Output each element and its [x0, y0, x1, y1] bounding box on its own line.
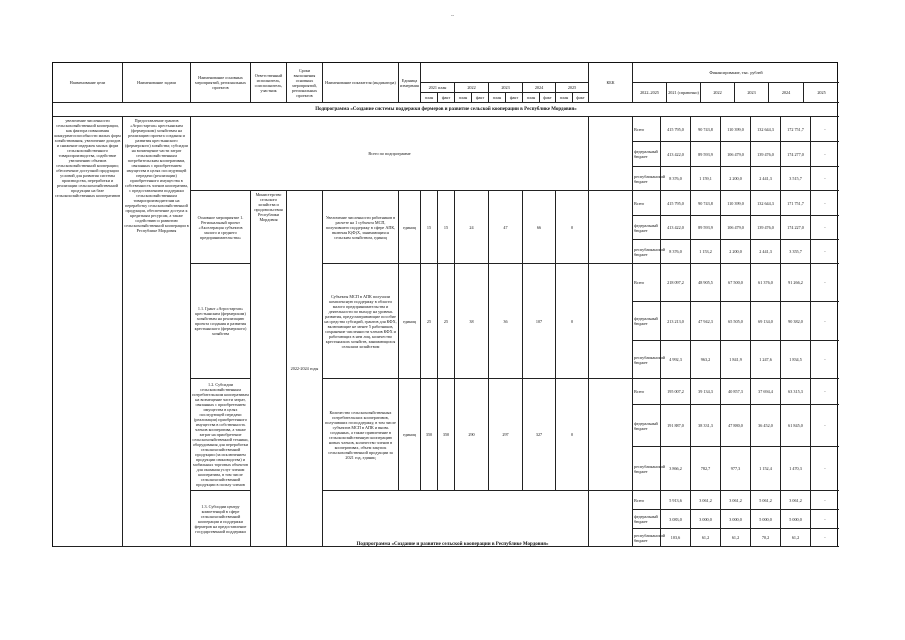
- fin-source-label: федеральный бюджет: [633, 142, 661, 167]
- fin-value: 1 152,4: [751, 447, 781, 491]
- fin-value: 89 593,9: [691, 142, 721, 167]
- fin-source-label: Всего: [633, 264, 661, 302]
- fin-value: -: [811, 491, 839, 510]
- fin-source-label: республиканский бюджет: [633, 447, 661, 491]
- fin-value: 61,2: [721, 529, 751, 547]
- fin-value: -: [811, 240, 839, 264]
- indicator-2: Субъекты МСП в АПК получили комплексную поддержку в области малого предпринимательства и деятельности по выходу на уровень развития, предусматривающие пособие на средства субсидий, грантов для КФХ, включающие не менее 5 работников, сохранение численности членов КФХ и работающих в нем лиц, количество крестьянских хозяйств, занимающихся сельским хозяйством: [323, 264, 399, 379]
- sub-plan: план: [523, 93, 540, 103]
- fin-value: 132 644,3: [751, 191, 781, 216]
- header-year-2021: 2021 план: [421, 83, 455, 93]
- fin-value: 782,7: [691, 447, 721, 491]
- fin-value: 1 247,6: [751, 341, 781, 379]
- fin-value: -: [811, 447, 839, 491]
- subprogram-title: Подпрограмма «Создание системы поддержки фермеров и развитие сельской кооперации в Республике Мордовия»: [53, 103, 839, 117]
- fin-value: 2 441,3: [751, 240, 781, 264]
- sub-fact: факт: [472, 93, 489, 103]
- activity-4: 1.3. Субсидии центру компетенций в сфере сельскохозяйственной кооперации и поддержки фермеров на предоставление государственной поддержки: [191, 491, 251, 547]
- fin-value: -: [811, 191, 839, 216]
- header-years-blank: [421, 63, 589, 83]
- header-activity: Наименование основных мероприятий, региональных проектов: [191, 63, 251, 103]
- indicator-value: 25: [421, 264, 438, 379]
- fin-value: -: [811, 341, 839, 379]
- fin-source-label: республиканский бюджет: [633, 529, 661, 547]
- header-goal: Наименование цели: [53, 63, 123, 103]
- fin-value: 8 376,0: [661, 167, 691, 191]
- fin-value: 3 515,7: [781, 167, 811, 191]
- indicator-value: 47: [489, 191, 523, 264]
- fin-value: 4 992,3: [661, 341, 691, 379]
- fin-value: 172 751,7: [781, 117, 811, 142]
- fin-value: 1 159,1: [691, 167, 721, 191]
- fin-value: 413 422,0: [661, 216, 691, 240]
- fin-value: -: [811, 264, 839, 302]
- unit-3: единиц: [399, 379, 421, 491]
- fin-value: -: [811, 167, 839, 191]
- fin-value: 8 376,0: [661, 240, 691, 264]
- sub-fact: факт: [506, 93, 523, 103]
- fin-value: 37 694,4: [751, 379, 781, 405]
- fin-value: 103,6: [661, 529, 691, 547]
- header-executor: Ответственный исполнитель, соисполнитель, участник: [251, 63, 287, 103]
- fin-value: 2 200,0: [721, 167, 751, 191]
- indicator-value: 66: [523, 191, 556, 264]
- indicator-value: 350: [421, 379, 438, 491]
- fin-value: 90 743,8: [691, 117, 721, 142]
- fin-value: 39 134,3: [691, 379, 721, 405]
- fin-2021: 2021 (справочно): [667, 83, 701, 103]
- fin-value: -: [811, 302, 839, 341]
- fin-2024: 2024: [769, 83, 804, 103]
- fin-value: 106 479,0: [721, 216, 751, 240]
- fin-value: 415 795,0: [661, 191, 691, 216]
- fin-source-label: федеральный бюджет: [633, 510, 661, 529]
- fin-value: 110 399,0: [721, 117, 751, 142]
- fin-value: 70,2: [751, 529, 781, 547]
- header-financing: Финансирование, тыс. рублей: [633, 63, 839, 83]
- header-year-2022: 2022: [455, 83, 489, 93]
- fin-value: 3 000,0: [691, 510, 721, 529]
- sub-plan: план: [556, 93, 573, 103]
- fin-value: 1 841,9: [721, 341, 751, 379]
- fin-source-label: Всего: [633, 117, 661, 142]
- page-number: --: [450, 14, 455, 19]
- fin-value: 963,2: [691, 341, 721, 379]
- fin-value: 218 097,2: [661, 264, 691, 302]
- fin-value: 413 422,0: [661, 142, 691, 167]
- fin-value: 191 887,0: [661, 405, 691, 447]
- fin-value: 174 227,0: [781, 216, 811, 240]
- fin-value: -: [811, 405, 839, 447]
- kbk-blank: [589, 264, 633, 379]
- term-text: 2022-2024 годы: [287, 191, 323, 547]
- unit-2: единиц: [399, 264, 421, 379]
- fin-value: 415 795,0: [661, 117, 691, 142]
- fin-value: 69 134,0: [751, 302, 781, 341]
- kbk-blank: [589, 191, 633, 264]
- header-task: Наименование задачи: [123, 63, 191, 103]
- task-text: Предоставление грантов «Агростартап» крестьянским (фермерским) хозяйствам на реализацию проекта создания и развития крестьянского (фермерского) хозяйства; субсидии на возмещение части затрат сельскохозяйственным потребительским кооперативам, связанных с приобретением имущества в целях последующей передачи (реализации) приобретенного имущества в собственность членов кооператива, с предоставлением поддержки сельскохозяйственным товаропроизводителям на переработку сельскохозяйственной продукции, обеспечение доступа к кредитным ресурсам, а также содействию и развитию сельскохозяйственной кооперации в Республике Мордовия: [123, 117, 191, 547]
- fin-value: 3 000,0: [721, 510, 751, 529]
- indicator-value: 290: [455, 379, 489, 491]
- fin-value: 1 470,3: [781, 447, 811, 491]
- indicator-value: 327: [523, 379, 556, 491]
- fin-value: 106 479,0: [721, 142, 751, 167]
- fin-value: 5 913,6: [661, 491, 691, 510]
- fin-value: 3 061,2: [691, 491, 721, 510]
- fin-value: 90 743,8: [691, 191, 721, 216]
- indicator-4-blank: [323, 491, 589, 547]
- sub-fact: факт: [438, 93, 455, 103]
- fin-value: 110 399,0: [721, 191, 751, 216]
- goal-text: увеличение численности сельскохозяйственной кооперации, как фактора повышения конкурентоспособности малых форм хозяйствования, увеличение доходов и снижение издержек малых форм сельскохозяйственного товаропроизводства, содействие увеличению объемов сельскохозяйственной кооперации; обеспечение доступной продукции условий для развития системы производства, переработки и реализации сельскохозяйственной продукции на базе сельскохозяйственных кооперативов: [53, 117, 123, 547]
- fin-value: -: [811, 142, 839, 167]
- fin-source-label: федеральный бюджет: [633, 216, 661, 240]
- fin-value: 174 277,0: [781, 142, 811, 167]
- fin-value: -: [811, 117, 839, 142]
- kbk-blank: [589, 117, 633, 191]
- sub-plan: план: [489, 93, 506, 103]
- fin-value: 47 942,3: [691, 302, 721, 341]
- sub-plan: план: [421, 93, 438, 103]
- fin-value: 5 000,0: [781, 510, 811, 529]
- fin-value: 61 845,0: [781, 405, 811, 447]
- activity-2: 1.1. Грант «Агростартап» крестьянским (фермерским) хозяйствам на реализацию проекта создания и развития крестьянского (фермерского) хозяйства: [191, 264, 251, 379]
- fin-value: -: [811, 379, 839, 405]
- kbk-blank: [589, 491, 633, 547]
- fin-value: 2 200,0: [721, 240, 751, 264]
- fin-value: 171 751,7: [781, 191, 811, 216]
- fin-source-label: республиканский бюджет: [633, 240, 661, 264]
- fin-source-label: республиканский бюджет: [633, 167, 661, 191]
- fin-source-label: Всего: [633, 491, 661, 510]
- sub-fact: факт: [540, 93, 556, 103]
- fin-value: 213 213,0: [661, 302, 691, 341]
- footer-subprogram-title: Подпрограмма «Создание и развитие сельской кооперации в Республике Мордовия»: [356, 542, 549, 547]
- fin-value: 139 476,0: [751, 142, 781, 167]
- indicator-value: 297: [489, 379, 523, 491]
- fin-value: 48 905,5: [691, 264, 721, 302]
- fin-source-label: Всего: [633, 191, 661, 216]
- sub-plan: план: [455, 93, 472, 103]
- indicator-value: 15: [421, 191, 438, 264]
- total-label: Всего по подпрограмме: [191, 117, 589, 191]
- indicator-value: 38: [455, 264, 489, 379]
- fin-2022: 2022: [701, 83, 735, 103]
- fin-source-label: Всего: [633, 379, 661, 405]
- sub-fact: факт: [573, 93, 589, 103]
- fin-value: 40 857,3: [721, 379, 751, 405]
- fin-value: 195 007,2: [661, 379, 691, 405]
- fin-value: 132 644,3: [751, 117, 781, 142]
- fin-2022-2025: 2022–2025: [633, 83, 667, 103]
- fin-value: 5 000,0: [751, 510, 781, 529]
- fin-value: 139 476,0: [751, 216, 781, 240]
- indicator-value: 15: [438, 191, 455, 264]
- fin-value: -: [811, 510, 839, 529]
- fin-source-label: федеральный бюджет: [633, 302, 661, 341]
- fin-source-label: республиканский бюджет: [633, 341, 661, 379]
- header-year-2023: 2023: [489, 83, 523, 93]
- header-unit: Единица измерения: [399, 63, 421, 103]
- indicator-value: 0: [556, 191, 589, 264]
- fin-value: 5 061,2: [751, 491, 781, 510]
- activity-3: 1.2. Субсидии сельскохозяйственным потребительским кооперативам на возмещение части затрат, связанных с приобретением имущества в целях последующей передачи (реализации) приобретенного имущества в собственность членов кооператива, а также затрат на приобретение сельскохозяйственной техники, оборудования для переработки сельскохозяйственной продукции (за исключением продукции свиноводства) и мобильных торговых объектов для оказания услуг членам кооператива, в том числе сельскохозяйственной продукции в пользу членов: [191, 379, 251, 491]
- header-year-2025: 2025: [556, 83, 589, 93]
- fin-value: 2 441,3: [751, 167, 781, 191]
- fin-value: 1 834,5: [781, 341, 811, 379]
- indicator-value: 36: [489, 264, 523, 379]
- activity-1: Основное мероприятие 1. Региональный проект «Акселерация субъектов малого и среднего предпринимательства»: [191, 191, 251, 264]
- fin-value: 63 315,3: [781, 379, 811, 405]
- fin-value: 1 153,2: [691, 240, 721, 264]
- indicator-value: 107: [523, 264, 556, 379]
- fin-value: 3 061,2: [721, 491, 751, 510]
- fin-value: 3 083,0: [661, 510, 691, 529]
- fin-value: 47 880,0: [721, 405, 751, 447]
- indicator-3: Количество сельскохозяйственных потребительских кооперативов, получивших господдержку, в том числе субъектов МСП в АПК и вновь созданных, а также привлечение в сельскохозяйственную кооперацию новых членов, количество членов в кооперативах, объем закупок сельскохозяйственной продукции за 2021 год, единиц: [323, 379, 399, 491]
- fin-value: 89 593,9: [691, 216, 721, 240]
- indicator-value: 24: [455, 191, 489, 264]
- kbk-blank: [589, 379, 633, 491]
- fin-value: 67 500,0: [721, 264, 751, 302]
- fin-value: 90 382,0: [781, 302, 811, 341]
- indicator-value: 0: [556, 379, 589, 491]
- fin-source-label: федеральный бюджет: [633, 405, 661, 447]
- header-indicator: Наименование показателя (индикатора): [323, 63, 399, 103]
- fin-value: 977,3: [721, 447, 751, 491]
- header-kbk: КБК: [589, 63, 633, 103]
- unit-1: единиц: [399, 191, 421, 264]
- fin-value: 3 061,2: [781, 491, 811, 510]
- fin-value: 3 355,7: [781, 240, 811, 264]
- program-table: [52, 62, 838, 547]
- fin-value: -: [811, 529, 839, 547]
- header-term: Сроки выполнения основных мероприятий, региональных проектов: [287, 63, 323, 103]
- fin-value: 65 505,0: [721, 302, 751, 341]
- fin-value: 61 376,0: [751, 264, 781, 302]
- fin-value: 91 266,2: [781, 264, 811, 302]
- fin-2025: 2025: [804, 83, 839, 103]
- fin-2023: 2023: [735, 83, 769, 103]
- indicator-value: 350: [438, 379, 455, 491]
- indicator-value: 0: [556, 264, 589, 379]
- indicator-value: 25: [438, 264, 455, 379]
- executor-text: Министерство сельского хозяйства и продовольствия Республики Мордовия: [251, 191, 287, 547]
- fin-value: 61,2: [781, 529, 811, 547]
- fin-value: 3 866,2: [661, 447, 691, 491]
- fin-value: 38 331,3: [691, 405, 721, 447]
- fin-value: -: [811, 216, 839, 240]
- header-year-2024: 2024: [523, 83, 556, 93]
- indicator-1: Увеличение численности работников в расчете на 1 субъекта МСП, получившего поддержку в сфере АПК, включая К(Ф)Х, занимающихся сельским хозяйством, единиц: [323, 191, 399, 264]
- fin-value: 61,2: [691, 529, 721, 547]
- fin-value: 36 452,0: [751, 405, 781, 447]
